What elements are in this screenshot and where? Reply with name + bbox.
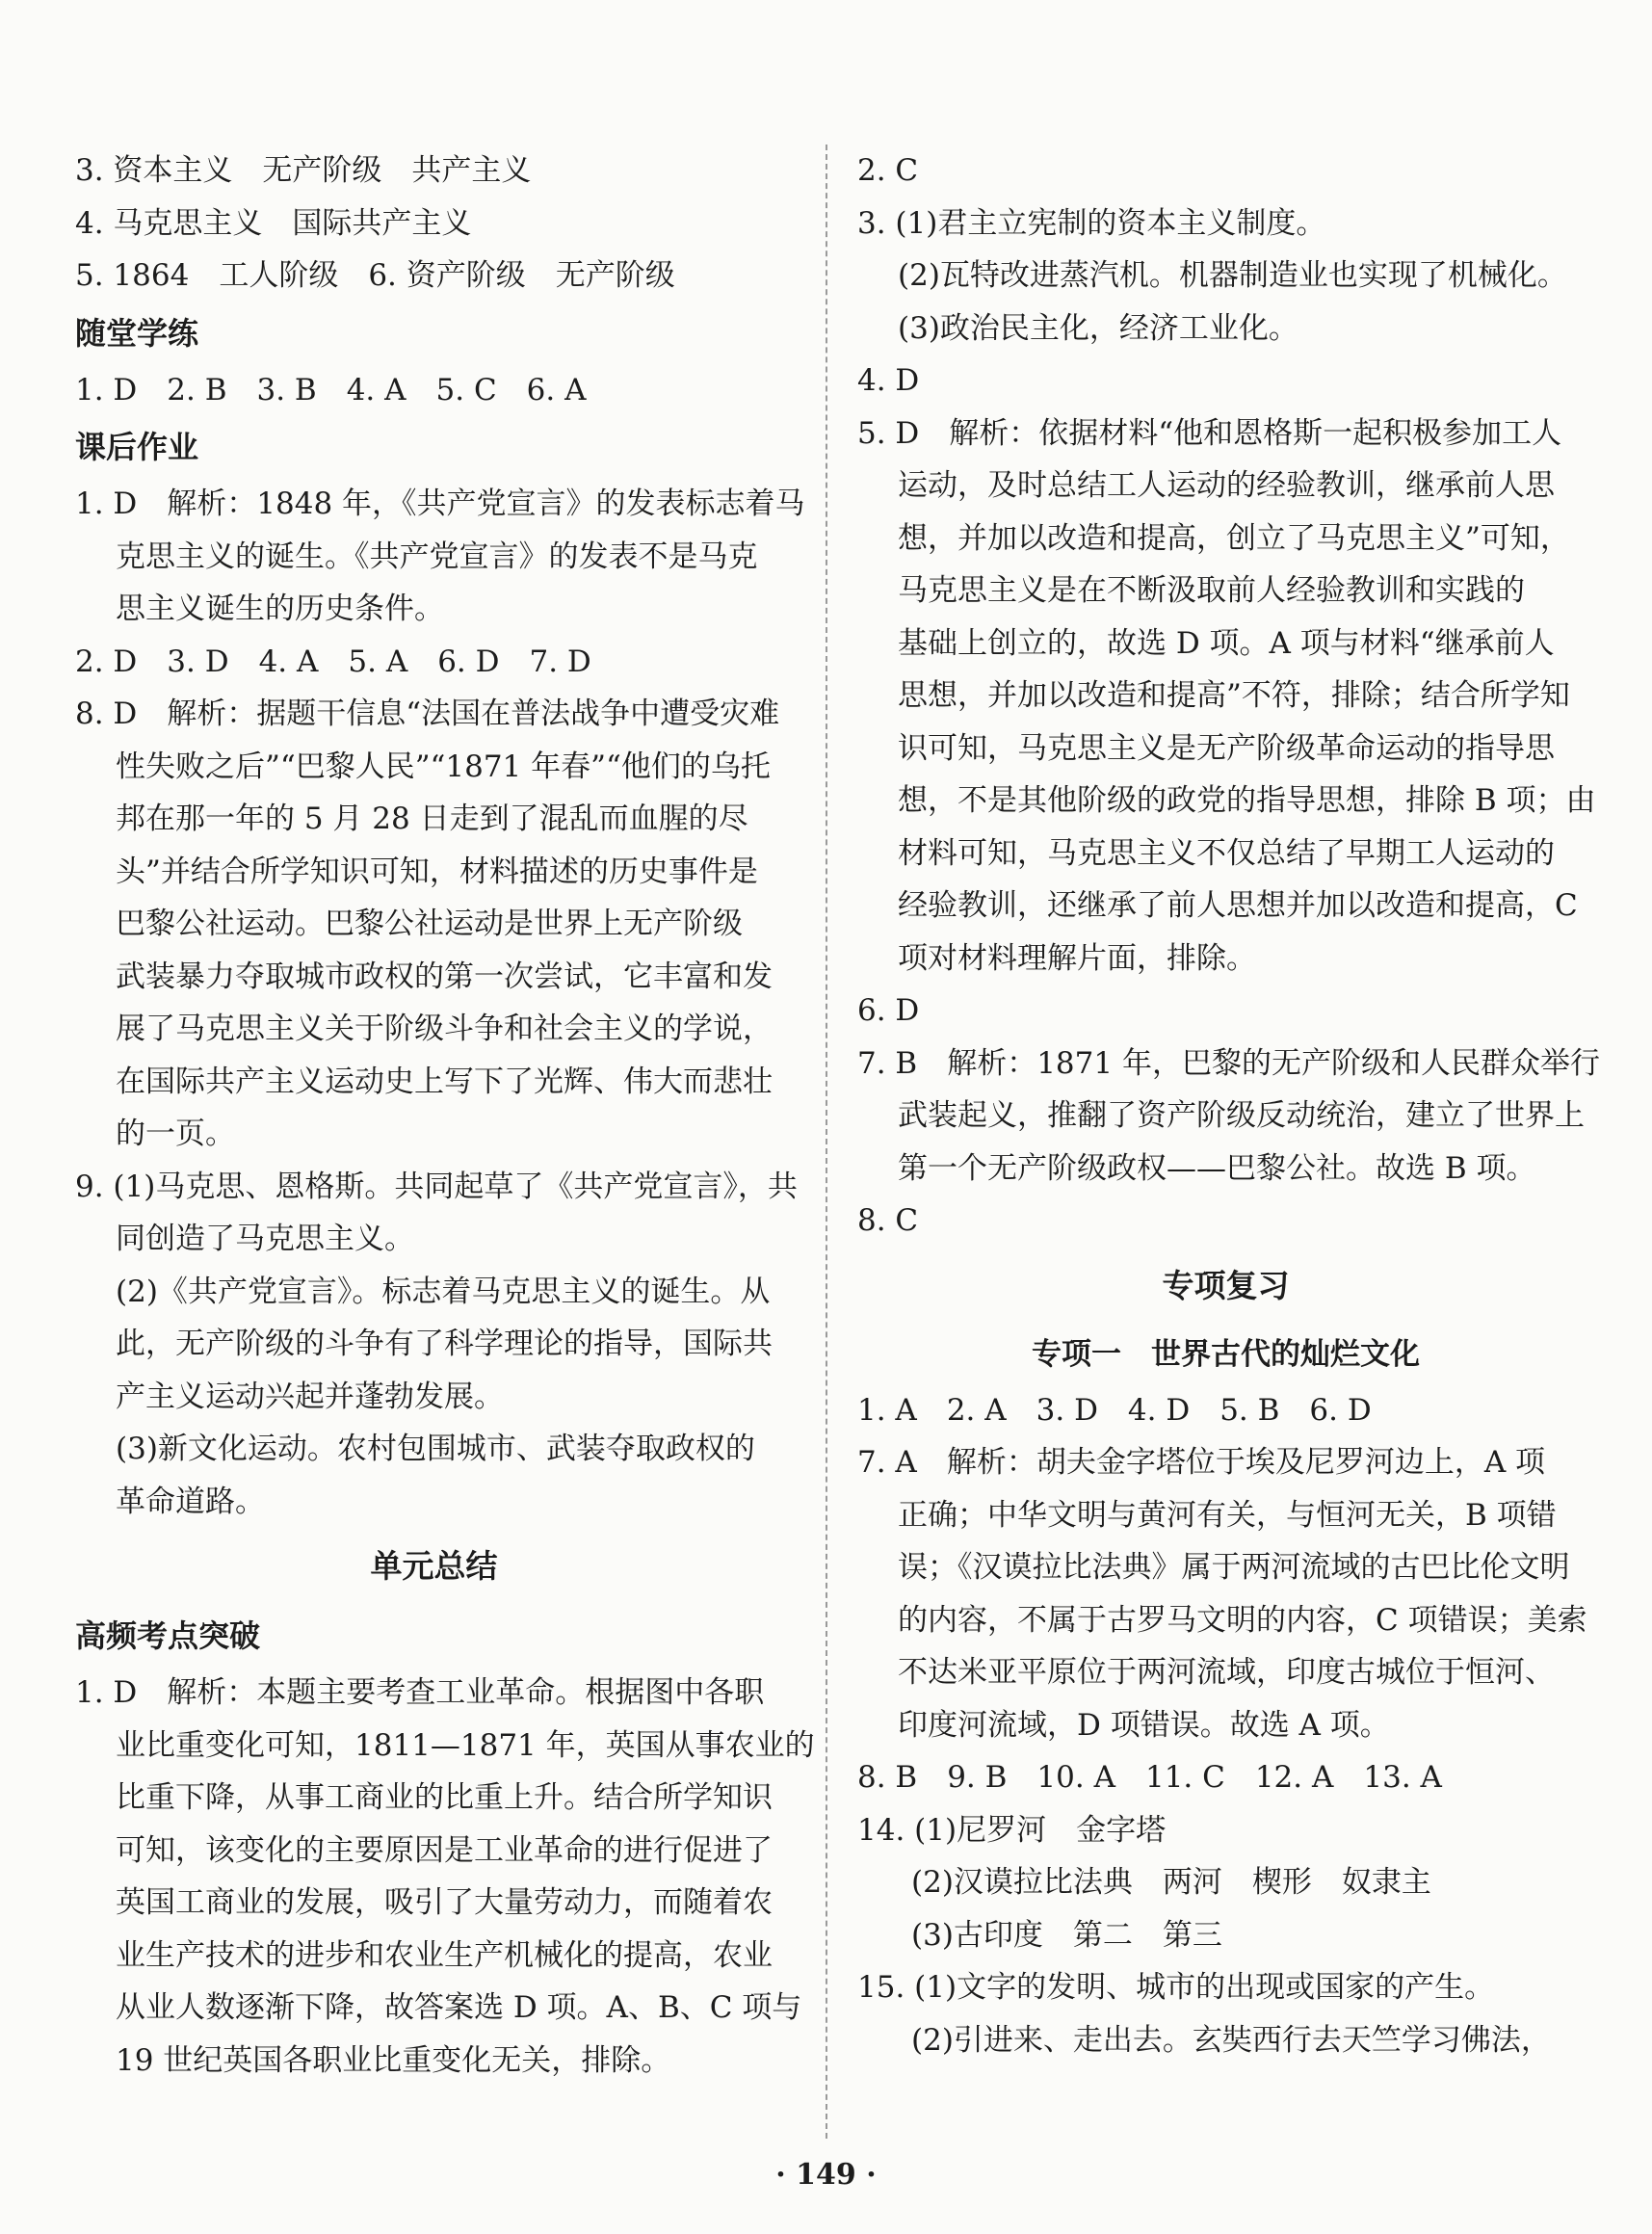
answer-line: 1. D 解析：本题主要考查工业革命。根据图中各职 xyxy=(75,1675,765,1710)
answer-line: 的一页。 xyxy=(116,1117,235,1151)
answer-line: 第一个无产阶级政权——巴黎公社。故选 B 项。 xyxy=(898,1150,1536,1186)
answer-line: 2. D 3. D 4. A 5. A 6. D 7. D xyxy=(75,644,591,679)
answer-line: 3. (1)君主立宪制的资本主义制度。 xyxy=(857,205,1326,241)
answer-line: 英国工商业的发展，吸引了大量劳动力，而随着农 xyxy=(116,1885,773,1920)
answer-line: 可知，该变化的主要原因是工业革命的进行促进了 xyxy=(116,1832,773,1868)
special-topic-subtitle: 专项一 世界古代的灿烂文化 xyxy=(1032,1336,1420,1372)
answer-line: 1. D 2. B 3. B 4. A 5. C 6. A xyxy=(75,372,587,407)
answer-line: 7. A 解析：胡夫金字塔位于埃及尼罗河边上，A 项 xyxy=(857,1445,1546,1480)
answer-line: 15. (1)文字的发明、城市的出现或国家的产生。 xyxy=(857,1970,1495,2005)
answer-line: 1. D 解析：1848 年，《共产党宣言》的发表标志着马 xyxy=(75,486,805,521)
answer-line: 2. C xyxy=(857,153,919,188)
answer-line: 在国际共产主义运动史上写下了光辉、伟大而悲壮 xyxy=(116,1064,773,1099)
unit-summary-title: 单元总结 xyxy=(370,1547,498,1585)
answer-line: 头”并结合所学知识可知，材料描述的历史事件是 xyxy=(116,854,758,889)
answer-line: 产主义运动兴起并蓬勃发展。 xyxy=(116,1379,504,1414)
answer-line: 不达米亚平原位于两河流域，印度古城位于恒河、 xyxy=(898,1655,1555,1690)
answer-line: (3)古印度 第二 第三 xyxy=(911,1917,1222,1953)
answer-line: 革命道路。 xyxy=(116,1484,265,1519)
answer-block xyxy=(75,1667,815,2087)
answer-block xyxy=(857,1436,1594,1751)
answer-line: 业生产技术的进步和农业生产机械化的提高，农业 xyxy=(116,1937,773,1973)
answer-line: 19 世纪英国各职业比重变化无关，排除。 xyxy=(116,2042,671,2078)
answer-line: 8. B 9. B 10. A 11. C 12. A 13. A xyxy=(857,1760,1442,1795)
answer-block xyxy=(75,478,805,636)
answer-line: (2)《共产党宣言》。标志着马克思主义的诞生。从 xyxy=(116,1274,771,1309)
section-heading-homework: 课后作业 xyxy=(75,429,199,465)
answer-line: 业比重变化可知，1811—1871 年，英国从事农业的 xyxy=(116,1727,815,1763)
answer-line: 识可知，马克思主义是无产阶级革命运动的指导思 xyxy=(898,730,1555,766)
answer-line: 7. B 解析：1871 年，巴黎的无产阶级和人民群众举行 xyxy=(857,1045,1600,1081)
answer-line: (2)引进来、走出去。玄奘西行去天竺学习佛法， xyxy=(911,2022,1551,2058)
answer-line: 4. D xyxy=(857,363,920,398)
answer-line: 基础上创立的，故选 D 项。A 项与材料“继承前人 xyxy=(898,625,1555,661)
right-column xyxy=(857,145,1600,2066)
left-column xyxy=(75,145,815,2087)
answer-line: 3. 资本主义 无产阶级 共产主义 xyxy=(75,153,532,188)
section-heading-key-points: 高频考点突破 xyxy=(75,1617,261,1654)
section-heading-practice: 随堂学练 xyxy=(75,314,199,352)
answer-line: (2)汉谟拉比法典 两河 楔形 奴隶主 xyxy=(911,1865,1431,1900)
column-divider xyxy=(826,145,827,2139)
answer-line: 武装起义，推翻了资产阶级反动统治，建立了世界上 xyxy=(898,1098,1585,1133)
answer-line: 8. D 解析：据题干信息“法国在普法战争中遭受灾难 xyxy=(75,696,780,731)
answer-line: (3)政治民主化，经济工业化。 xyxy=(898,310,1298,346)
answer-line: 1. A 2. A 3. D 4. D 5. B 6. D xyxy=(857,1392,1372,1428)
answer-block xyxy=(75,688,793,1161)
answer-line: 的内容，不属于古罗马文明的内容，C 项错误；美索 xyxy=(898,1602,1587,1638)
answer-line: 此，无产阶级的斗争有了科学理论的指导，国际共 xyxy=(116,1327,773,1361)
answer-line: 经验教训，还继承了前人思想并加以改造和提高，C xyxy=(898,888,1578,923)
answer-line: 思主义诞生的历史条件。 xyxy=(116,591,444,626)
answer-block xyxy=(857,197,1594,355)
answer-line: 6. D xyxy=(857,993,920,1028)
answer-line: 武装暴力夺取城市政权的第一次尝试，它丰富和发 xyxy=(116,959,773,994)
answer-line: 正确；中华文明与黄河有关，与恒河无关，B 项错 xyxy=(898,1497,1557,1533)
special-review-title: 专项复习 xyxy=(1162,1266,1290,1304)
answer-line: 8. C xyxy=(857,1203,919,1238)
answer-line: 5. 1864 工人阶级 6. 资产阶级 无产阶级 xyxy=(75,258,675,293)
answer-line: 印度河流域，D 项错误。故选 A 项。 xyxy=(898,1707,1390,1743)
answer-line: (2)瓦特改进蒸汽机。机器制造业也实现了机械化。 xyxy=(898,258,1567,293)
answer-line: 5. D 解析：依据材料“他和恩格斯一起积极参加工人 xyxy=(857,415,1562,451)
answer-line: 马克思主义是在不断汲取前人经验教训和实践的 xyxy=(898,573,1525,608)
answer-block xyxy=(857,407,1594,986)
answer-line: 比重下降，从事工商业的比重上升。结合所学知识 xyxy=(116,1780,773,1815)
answer-line: 材料可知，马克思主义不仅总结了早期工人运动的 xyxy=(898,835,1555,871)
page-number: · 149 · xyxy=(775,2158,877,2192)
answer-line: 从业人数逐渐下降，故答案选 D 项。A、B、C 项与 xyxy=(116,1990,802,2025)
answer-line: 项对材料理解片面，排除。 xyxy=(898,940,1256,976)
answer-line: 邦在那一年的 5 月 28 日走到了混乱而血腥的尽 xyxy=(116,802,748,836)
answer-block xyxy=(857,1804,1594,1962)
answer-block xyxy=(857,1038,1600,1196)
answer-line: 14. (1)尼罗河 金字塔 xyxy=(857,1812,1167,1848)
answer-line: 误；《汉谟拉比法典》属于两河流域的古巴比伦文明 xyxy=(898,1550,1570,1585)
answer-line: 4. 马克思主义 国际共产主义 xyxy=(75,205,472,241)
answer-line: (3)新文化运动。农村包围城市、武装夺取政权的 xyxy=(116,1432,755,1466)
answer-line: 性失败之后”“巴黎人民”“1871 年春”“他们的乌托 xyxy=(116,749,771,784)
answer-block xyxy=(75,1161,798,1529)
answer-block xyxy=(857,1961,1594,2066)
answer-line: 思想，并加以改造和提高”不符，排除；结合所学知 xyxy=(898,678,1570,713)
answer-line: 克思主义的诞生。《共产党宣言》的发表不是马克 xyxy=(116,539,758,574)
answer-line: 展了马克思主义关于阶级斗争和社会主义的学说， xyxy=(116,1012,773,1046)
answer-line: 9. (1)马克思、恩格斯。共同起草了《共产党宣言》，共 xyxy=(75,1169,798,1204)
answer-line: 巴黎公社运动。巴黎公社运动是世界上无产阶级 xyxy=(116,907,743,941)
answer-line: 想，不是其他阶级的政党的指导思想，排除 B 项；由 xyxy=(898,783,1596,818)
answer-line: 想，并加以改造和提高，创立了马克思主义”可知， xyxy=(898,520,1570,556)
answer-line: 运动，及时总结工人运动的经验教训，继承前人思 xyxy=(898,468,1555,503)
answer-line: 同创造了马克思主义。 xyxy=(116,1222,414,1256)
